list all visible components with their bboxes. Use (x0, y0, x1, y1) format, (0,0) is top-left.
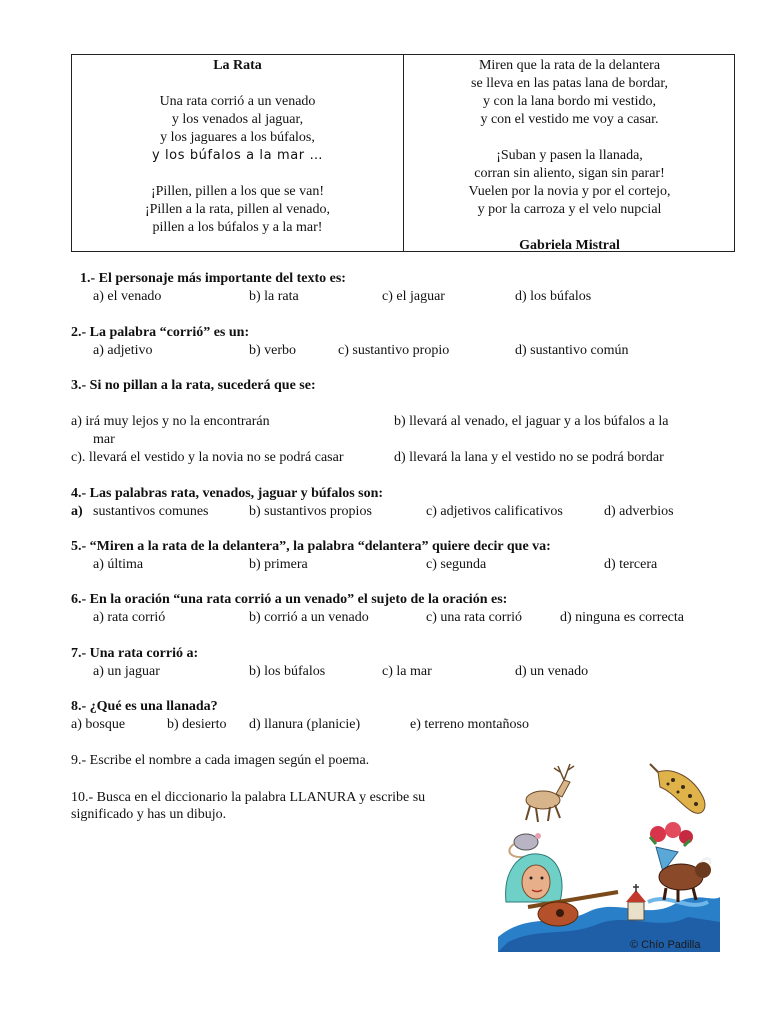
question-10-line2: significado y has un dibujo. (71, 807, 227, 822)
option-a-letter: a) (71, 504, 83, 519)
option-d: d) adverbios (604, 504, 674, 519)
poem-line: Una rata corrió a un venado (159, 94, 316, 109)
option-d: d) ninguna es correcta (560, 610, 684, 625)
poem-line: y con el vestido me voy a casar. (480, 112, 659, 127)
option-a: a) un jaguar (93, 664, 160, 679)
poem-line: ¡Pillen, pillen a los que se van! (150, 184, 325, 199)
poem-line: ¡Suban y pasen la llanada, (496, 148, 643, 163)
option-a: a) última (93, 557, 144, 572)
question-4: 4.- Las palabras rata, venados, jaguar y búfalos son: (71, 486, 384, 501)
option-b: b) la rata (249, 289, 299, 304)
option-d: d) llevará la lana y el vestido no se podrá bordar (394, 450, 664, 465)
option-b: b) llevará al venado, el jaguar y a los búfalos a la (394, 414, 669, 429)
option-c: d) llanura (planicie) (249, 717, 361, 732)
poem-table (71, 54, 735, 252)
option-a: a) bosque (71, 717, 126, 732)
option-c: c) el jaguar (382, 289, 445, 304)
church-icon (626, 884, 646, 920)
poem-line: y por la carroza y el velo nupcial (477, 202, 662, 217)
option-d: e) terreno montañoso (410, 717, 529, 732)
option-c: c) una rata corrió (426, 610, 522, 625)
illustration-credit: © Chío Padilla (630, 939, 701, 951)
poem-line: y los búfalos a la mar … (151, 148, 324, 163)
option-a: a) irá muy lejos y no la encontrarán (71, 414, 270, 429)
poem-line: y los venados al jaguar, (171, 112, 304, 127)
question-5: 5.- “Miren a la rata de la delantera”, la palabra “delantera” quiere decir que va: (71, 539, 551, 554)
question-3: 3.- Si no pillan a la rata, sucederá que se: (71, 378, 316, 393)
option-c: c) sustantivo propio (338, 343, 450, 358)
option-d: d) tercera (604, 557, 658, 572)
question-10-line1: 10.- Busca en el diccionario la palabra LLANURA y escribe su (71, 790, 426, 805)
option-d: d) sustantivo común (515, 343, 629, 358)
poem-line: se lleva en las patas lana de bordar, (471, 76, 668, 91)
option-d: d) los búfalos (515, 289, 592, 304)
poem-left-column (72, 57, 403, 237)
option-b: b) corrió a un venado (249, 610, 369, 625)
poem-right-column (404, 57, 735, 255)
poem-line: ¡Pillen a la rata, pillen al venado, (144, 202, 331, 217)
deer-icon (526, 764, 574, 822)
question-9: 9.- Escribe el nombre a cada imagen según el poema. (71, 753, 370, 768)
question-8: 8.- ¿Qué es una llanada? (71, 699, 218, 714)
question-6: 6.- En la oración “una rata corrió a un venado” el sujeto de la oración es: (71, 592, 508, 607)
illustration-svg (498, 752, 720, 952)
option-b: b) primera (249, 557, 308, 572)
option-a: a) adjetivo (93, 343, 153, 358)
poem-line: corran sin aliento, sigan sin parar! (474, 166, 665, 181)
poem-line: Vuelen por la novia y por el cortejo, (468, 184, 671, 199)
poem-illustration (498, 752, 720, 952)
option-b: b) desierto (167, 717, 227, 732)
option-d: d) un venado (515, 664, 589, 679)
option-a: sustantivos comunes (93, 504, 209, 519)
poem-author: Gabriela Mistral (519, 238, 620, 253)
poem-line: pillen a los búfalos y a la mar! (152, 220, 323, 235)
option-c: c). llevará el vestido y la novia no se podrá casar (71, 450, 344, 465)
option-c: c) segunda (426, 557, 487, 572)
poem-line: Miren que la rata de la delantera (478, 58, 661, 73)
question-1: 1.- El personaje más importante del texto es: (80, 271, 346, 286)
option-c: c) la mar (382, 664, 432, 679)
option-b: b) los búfalos (249, 664, 326, 679)
option-a-continuation: mar (93, 432, 115, 447)
option-b: b) sustantivos propios (249, 504, 372, 519)
question-2: 2.- La palabra “corrió” es un: (71, 325, 250, 340)
poem-title: La Rata (213, 58, 262, 73)
option-a: a) rata corrió (93, 610, 166, 625)
poem-line: y los jaguares a los búfalos, (160, 130, 315, 145)
option-c: c) adjetivos calificativos (426, 504, 563, 519)
option-a: a) el venado (93, 289, 162, 304)
question-7: 7.- Una rata corrió a: (71, 646, 199, 661)
option-b: b) verbo (249, 343, 297, 358)
poem-line: y con la lana bordo mi vestido, (482, 94, 657, 109)
jaguar-icon (650, 764, 705, 813)
